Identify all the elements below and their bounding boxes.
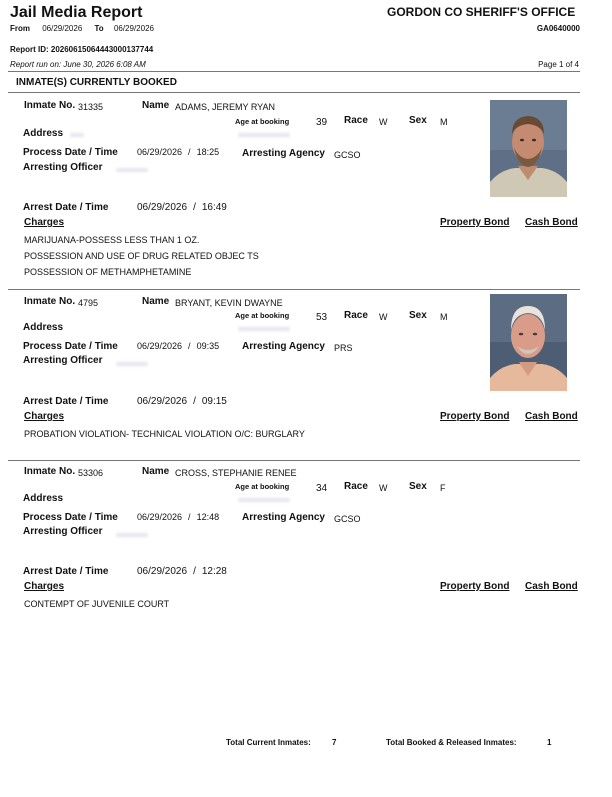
- arrest-label: Arrest Date / Time: [23, 566, 109, 577]
- arrest-label: Arrest Date / Time: [23, 202, 109, 213]
- sex-value: M: [440, 117, 448, 127]
- name-label: Name: [142, 466, 170, 477]
- sex-value: M: [440, 312, 448, 322]
- sex-label: Sex: [409, 481, 427, 492]
- redacted-address: [238, 327, 290, 331]
- address-label: Address: [23, 322, 64, 333]
- arrest-label: Arrest Date / Time: [23, 396, 109, 407]
- charges-list: [24, 232, 259, 280]
- inmate-name: ADAMS, JEREMY RYAN: [175, 102, 276, 112]
- redacted-address: [70, 133, 84, 137]
- officer-label: Arresting Officer: [23, 526, 103, 537]
- arrest-date: 06/29/2026 / 16:49: [137, 202, 227, 213]
- inmate-no: 31335: [78, 102, 104, 112]
- inmate-no: 4795: [78, 298, 99, 308]
- report-run-on: Report run on: June 30, 2026 6:08 AM: [10, 60, 146, 69]
- name-label: Name: [142, 296, 170, 307]
- process-label: Process Date / Time: [23, 147, 118, 158]
- agency-value: PRS: [334, 343, 353, 353]
- process-date: 06/29/2026 / 09:35: [137, 341, 220, 351]
- redacted-officer: [116, 168, 148, 172]
- ori-code: GA0640000: [536, 24, 580, 33]
- arrest-date: 06/29/2026 / 12:28: [137, 566, 227, 577]
- address-label: Address: [23, 493, 64, 504]
- redacted-officer: [116, 362, 148, 366]
- charge-item: POSSESSION OF METHAMPHETAMINE: [24, 267, 192, 277]
- inmate-no: 53306: [78, 468, 104, 478]
- charge-item: PROBATION VIOLATION- TECHNICAL VIOLATION O/C: BURGLARY: [24, 429, 305, 439]
- charges-list: [24, 426, 305, 442]
- total-current-label: Total Current Inmates:: [226, 738, 311, 747]
- header-divider: [8, 71, 580, 72]
- agency-value: GCSO: [334, 150, 361, 160]
- property-bond-label: Property Bond: [440, 581, 510, 592]
- name-label: Name: [142, 100, 170, 111]
- report-title: Jail Media Report: [10, 4, 143, 21]
- redacted-address: [238, 133, 290, 137]
- section-divider: [8, 92, 580, 93]
- age-label: Age at booking: [235, 482, 290, 491]
- redacted-address: [238, 498, 290, 502]
- race-value: W: [379, 117, 388, 127]
- mugshot-photo: [490, 294, 567, 391]
- from-label: From: [10, 24, 30, 33]
- from-date: 06/29/2026: [42, 24, 83, 33]
- inmate-no-label: Inmate No.: [24, 466, 76, 477]
- charges-label: Charges: [24, 411, 65, 422]
- report-id: Report ID: 20260615064443000137744: [10, 45, 154, 54]
- charge-item: CONTEMPT OF JUVENILE COURT: [24, 599, 170, 609]
- inmate-name: BRYANT, KEVIN DWAYNE: [175, 298, 283, 308]
- office-name: GORDON CO SHERIFF'S OFFICE: [387, 5, 576, 19]
- process-date: 06/29/2026 / 18:25: [137, 147, 220, 157]
- inmate-no-label: Inmate No.: [24, 296, 76, 307]
- race-value: W: [379, 312, 388, 322]
- mugshot-photo: [490, 100, 567, 197]
- inmate-no-label: Inmate No.: [24, 100, 76, 111]
- age-value: 53: [316, 312, 328, 323]
- total-booked-value: 1: [547, 738, 552, 747]
- agency-label: Arresting Agency: [242, 148, 325, 159]
- total-booked-label: Total Booked & Released Inmates:: [386, 738, 517, 747]
- date-range: [10, 24, 154, 33]
- race-label: Race: [344, 481, 368, 492]
- record-divider: [8, 289, 580, 290]
- cash-bond-label: Cash Bond: [525, 581, 578, 592]
- record-divider: [8, 460, 580, 461]
- officer-label: Arresting Officer: [23, 355, 103, 366]
- process-label: Process Date / Time: [23, 512, 118, 523]
- charges-label: Charges: [24, 217, 65, 228]
- officer-label: Arresting Officer: [23, 162, 103, 173]
- process-date: 06/29/2026 / 12:48: [137, 512, 220, 522]
- sex-label: Sex: [409, 310, 427, 321]
- sex-label: Sex: [409, 115, 427, 126]
- agency-label: Arresting Agency: [242, 512, 325, 523]
- charges-label: Charges: [24, 581, 65, 592]
- agency-label: Arresting Agency: [242, 341, 325, 352]
- charge-item: POSSESSION AND USE OF DRUG RELATED OBJEC TS: [24, 251, 259, 261]
- race-label: Race: [344, 115, 368, 126]
- age-label: Age at booking: [235, 311, 290, 320]
- address-label: Address: [23, 128, 64, 139]
- process-label: Process Date / Time: [23, 341, 118, 352]
- age-value: 34: [316, 483, 328, 494]
- charge-item: MARIJUANA-POSSESS LESS THAN 1 OZ.: [24, 235, 200, 245]
- cash-bond-label: Cash Bond: [525, 217, 578, 228]
- cash-bond-label: Cash Bond: [525, 411, 578, 422]
- charges-list: [24, 596, 169, 612]
- race-value: W: [379, 483, 388, 493]
- page-number: Page 1 of 4: [538, 60, 579, 69]
- sex-value: F: [440, 483, 446, 493]
- age-value: 39: [316, 117, 328, 128]
- age-label: Age at booking: [235, 117, 290, 126]
- inmate-name: CROSS, STEPHANIE RENEE: [175, 468, 297, 478]
- race-label: Race: [344, 310, 368, 321]
- property-bond-label: Property Bond: [440, 217, 510, 228]
- agency-value: GCSO: [334, 514, 361, 524]
- property-bond-label: Property Bond: [440, 411, 510, 422]
- to-date: 06/29/2026: [113, 24, 154, 33]
- total-current-value: 7: [332, 738, 337, 747]
- arrest-date: 06/29/2026 / 09:15: [137, 396, 227, 407]
- redacted-officer: [116, 533, 148, 537]
- section-title: INMATE(S) CURRENTLY BOOKED: [16, 77, 177, 88]
- to-label: To: [94, 24, 104, 33]
